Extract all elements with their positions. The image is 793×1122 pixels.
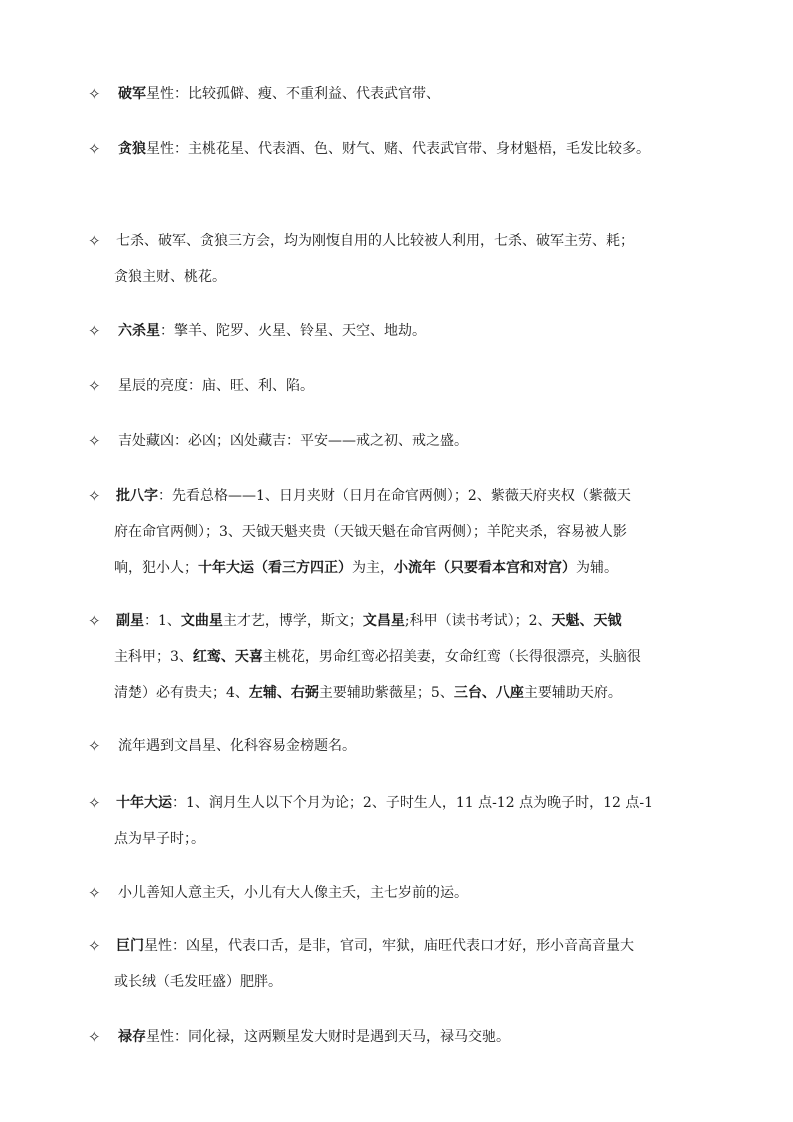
text-line: 七杀、破军、贪狼三方会，均为刚愎自用的人比较被人利用，七杀、破军主劳、耗；	[116, 233, 634, 249]
paragraph-jixiong	[88, 423, 728, 459]
paragraph-pojun	[88, 76, 728, 112]
text: 小儿善知人意主夭，小儿有大人像主夭，主七岁前的运。	[118, 885, 468, 901]
paragraph-sanfanghui	[88, 223, 728, 295]
text: 流年遇到文昌星、化科容易金榜题名。	[118, 738, 356, 754]
text: ：擎羊、陀罗、火星、铃星、天空、地劫。	[160, 323, 426, 339]
text: 为主，	[352, 560, 394, 576]
text-line	[116, 785, 728, 821]
text: 主桃花，男命红鸾必招美妻，女命红鸾（长得很漂亮，头脑很	[262, 649, 641, 665]
bold-term: 左辅、右弼	[248, 685, 319, 701]
bold-term: 红鸾、天喜	[192, 649, 263, 665]
text-line	[116, 478, 728, 514]
text: 点为早子时；。	[114, 831, 205, 847]
sparkle-bullet-icon: ✧	[88, 937, 101, 955]
paragraph-liunian	[88, 728, 728, 764]
bold-term: 天魁、天钺	[551, 613, 622, 629]
sparkle-bullet-icon: ✧	[88, 1028, 101, 1046]
bold-term: 禄存	[118, 1029, 146, 1045]
text: 主要辅助紫薇星；5、	[318, 685, 454, 701]
paragraph-brightness	[88, 368, 728, 404]
sparkle-bullet-icon: ✧	[88, 85, 101, 103]
text: 星性：主桃花星、代表酒、色、财气、赌、代表武官带、身材魁梧，毛发比较多。	[146, 141, 650, 157]
text: 为辅。	[576, 560, 618, 576]
bold-term: 贪狼	[118, 141, 146, 157]
text: 府在命官两侧）；3、天钺天魁夹贵（天钺天魁在命官两侧）；羊陀夹杀，容易被人影	[114, 524, 627, 540]
paragraph-tanlang	[88, 131, 748, 167]
bold-term: 副星	[116, 613, 144, 629]
sparkle-bullet-icon: ✧	[88, 794, 101, 812]
text: 主要辅助天府。	[523, 685, 622, 701]
text-line	[114, 639, 728, 675]
text: 吉处藏凶：必凶；凶处藏吉：平安——戒之初、戒之盛。	[118, 433, 468, 449]
text: ;科甲（读书考试）；2、	[404, 613, 552, 629]
sparkle-bullet-icon: ✧	[88, 612, 101, 630]
text: 清楚）必有贵夫；4、	[114, 685, 249, 701]
paragraph-fuxing	[88, 603, 728, 711]
text: 主科甲；3、	[114, 649, 193, 665]
text-line	[114, 550, 728, 586]
bold-term: 六杀星	[118, 323, 160, 339]
paragraph-bazi	[88, 478, 728, 586]
text: 响，犯小人；	[114, 560, 198, 576]
text: 或长绒（毛发旺盛）肥胖。	[114, 974, 282, 990]
text: 星性：比较孤僻、瘦、不重利益、代表武官带、	[146, 86, 440, 102]
bold-term: 三台、八座	[453, 685, 524, 701]
sparkle-bullet-icon: ✧	[88, 322, 101, 340]
sparkle-bullet-icon: ✧	[88, 432, 101, 450]
paragraph-lucun	[88, 1019, 728, 1055]
text: 星辰的亮度：庙、旺、利、陷。	[118, 378, 314, 394]
paragraph-xiaoer	[88, 875, 728, 911]
text-line	[114, 964, 728, 1000]
paragraph-jumen	[88, 928, 728, 1000]
text-line	[114, 821, 728, 857]
paragraph-liusha	[88, 313, 728, 349]
bold-term: 巨门	[116, 938, 144, 954]
text: ：1、	[144, 613, 181, 629]
sparkle-bullet-icon: ✧	[88, 232, 101, 250]
text-line	[116, 928, 728, 964]
text-line	[116, 603, 728, 639]
bold-term: 小流年（只要看本宫和对宫）	[394, 560, 576, 576]
text: 星性：同化禄，这两颗星发大财时是遇到天马，禄马交驰。	[146, 1029, 510, 1045]
bold-term: 十年大运（看三方四正）	[198, 560, 352, 576]
bold-term: 文昌星	[362, 613, 405, 629]
text-line	[114, 675, 728, 711]
text-line	[114, 514, 728, 550]
bold-term: 批八字	[116, 488, 158, 504]
bold-term: 文曲星	[180, 613, 223, 629]
sparkle-bullet-icon: ✧	[88, 737, 101, 755]
sparkle-bullet-icon: ✧	[88, 377, 101, 395]
text: 星性：凶星，代表口舌，是非，官司，牢狱，庙旺代表口才好，形小音高音量大	[144, 938, 634, 954]
text: 主才艺，博学，斯文；	[222, 613, 363, 629]
sparkle-bullet-icon: ✧	[88, 487, 101, 505]
text-line: 贪狼主财、桃花。	[114, 269, 226, 285]
bold-term: 十年大运	[116, 795, 172, 811]
text: ：先看总格——1、日月夹财（日月在命官两侧）；2、紫薇天府夹权（紫薇天	[158, 488, 631, 504]
sparkle-bullet-icon: ✧	[88, 140, 101, 158]
text: ：1、润月生人以下个月为论；2、子时生人，11 点-12 点为晚子时，12 点-1	[172, 795, 653, 811]
bold-term: 破军	[118, 86, 146, 102]
paragraph-dayun	[88, 785, 728, 857]
sparkle-bullet-icon: ✧	[88, 884, 101, 902]
